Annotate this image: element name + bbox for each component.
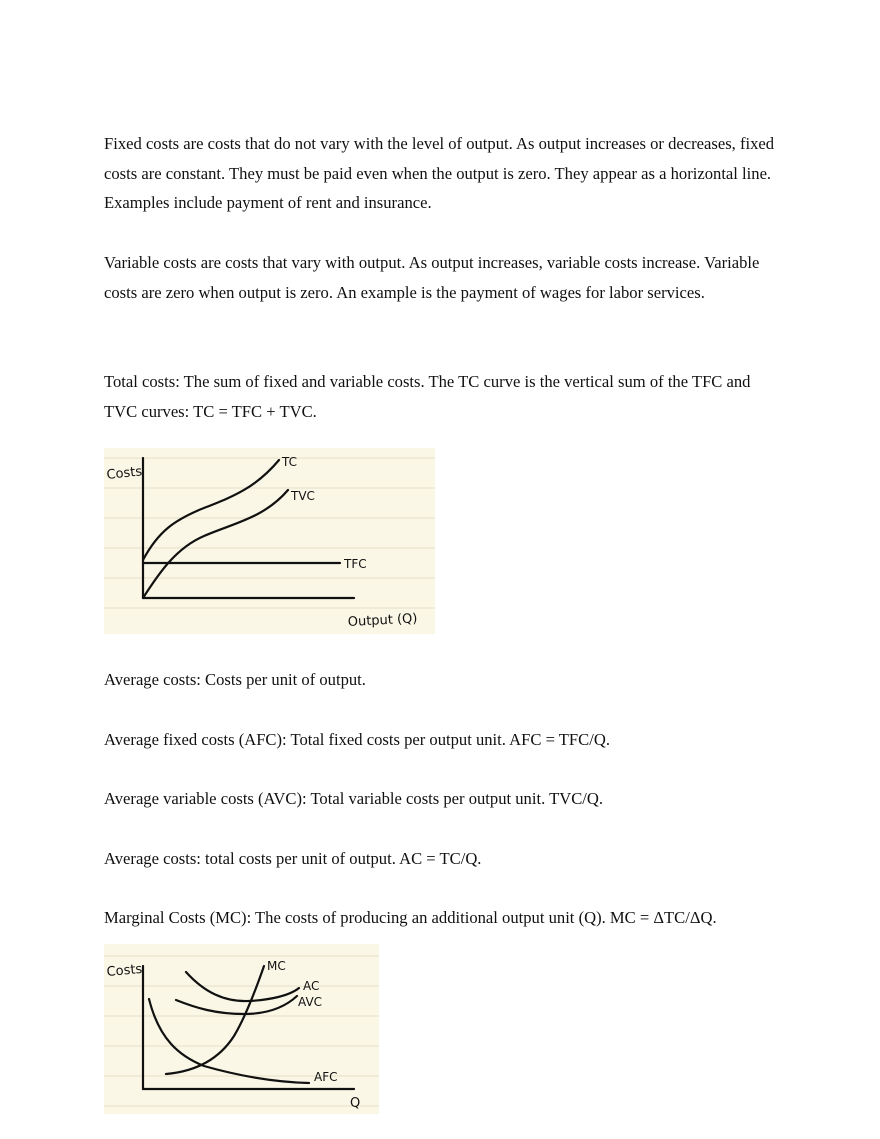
total-costs-figure	[104, 448, 435, 634]
unit-costs-figure	[104, 944, 379, 1114]
paragraph-ac: Average costs: total costs per unit of output. AC = TC/Q.	[104, 849, 482, 868]
tvc-curve	[143, 490, 288, 598]
total-costs-sketch	[104, 448, 435, 634]
paragraph-afc: Average fixed costs (AFC): Total fixed costs per output unit. AFC = TFC/Q.	[104, 730, 610, 749]
paragraph-avc: Average variable costs (AVC): Total variable costs per output unit. TVC/Q.	[104, 789, 604, 808]
x-axis-label: Output (Q)	[347, 611, 418, 630]
mc-label: MC	[267, 959, 286, 973]
paragraph-mc: Marginal Costs (MC): The costs of producing an additional output unit (Q). MC = ΔTC/ΔQ.	[104, 908, 717, 927]
tvc-label: TVC	[291, 489, 315, 503]
afc-curve	[149, 999, 309, 1083]
unit-costs-sketch	[104, 944, 379, 1114]
ac-curve	[186, 972, 299, 1001]
mc-curve	[166, 966, 264, 1074]
paragraph-variable-costs: Variable costs are costs that vary with output. As output increases, variable costs increase. Variable costs are zero when output is zero. An example is the payment of wages for labor services.	[104, 253, 760, 302]
tfc-label: TFC	[344, 557, 367, 571]
x-axis-label: Q	[350, 1096, 361, 1111]
paragraph-average-costs-intro: Average costs: Costs per unit of output.	[104, 670, 366, 689]
tc-label: TC	[282, 455, 298, 469]
paragraph-total-costs: Total costs: The sum of fixed and variable costs. The TC curve is the vertical sum of the TFC and TVC curves: TC = TFC + TVC.	[104, 372, 751, 421]
tc-curve	[143, 460, 279, 560]
y-axis-label: Costs	[105, 464, 143, 483]
avc-curve	[176, 996, 297, 1014]
avc-label: AVC	[298, 995, 323, 1009]
ac-label: AC	[303, 979, 320, 993]
paragraph-fixed-costs: Fixed costs are costs that do not vary with the level of output. As output increases or decreases, fixed costs are constant. They must be paid even when the output is zero. They appear as a horizontal line. Examples include payment of rent and insurance.	[104, 134, 775, 213]
y-axis-label: Costs	[106, 961, 143, 980]
afc-label: AFC	[314, 1070, 338, 1084]
